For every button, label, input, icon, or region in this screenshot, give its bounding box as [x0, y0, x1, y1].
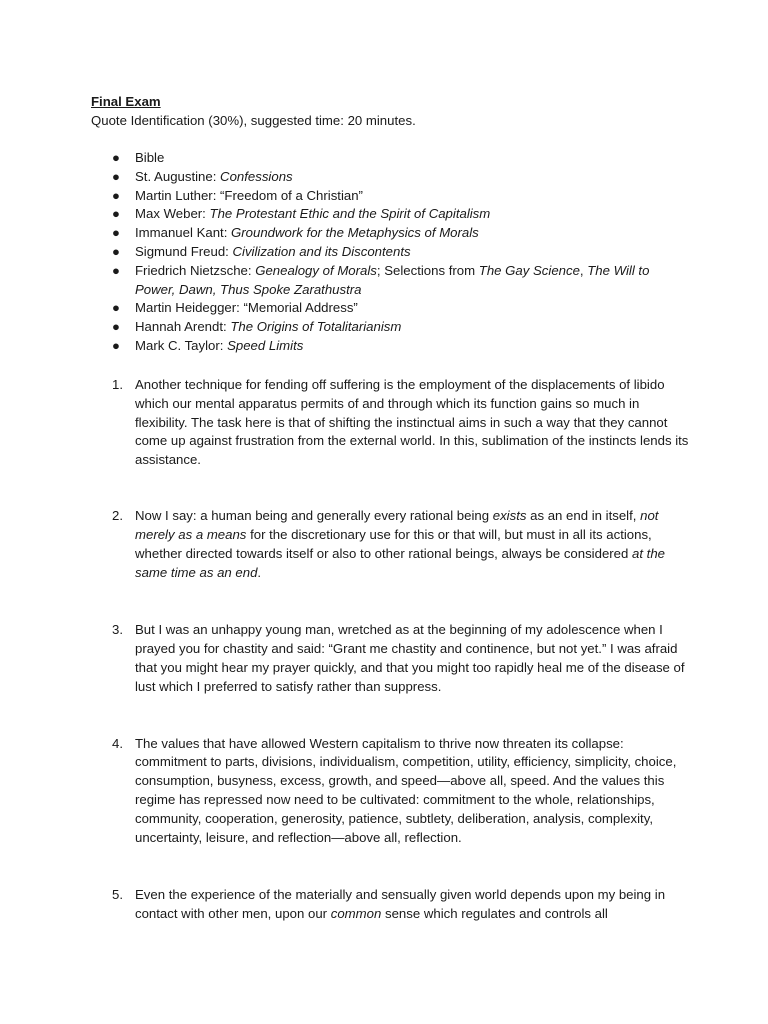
quote-text: But I was an unhappy young man, wretched as at the beginning of my adolescence when I prayed you for chastity and said: “Grant me chastity and continence, but not yet.” I was afraid that you might hear my prayer quickly, and that you might too rapidly heal me of the disease of lust which I preferred to satisfy rather than suppress.	[135, 621, 685, 694]
quote-number: 3.	[112, 621, 123, 637]
bullet-icon: ●	[112, 225, 120, 241]
bullet-icon: ●	[112, 168, 120, 184]
bullet-icon: ●	[112, 319, 120, 335]
quote-text: The values that have allowed Western capitalism to thrive now threaten its collapse: commitment to parts, divisions, individualism, competition, utility, efficiency, simplicity, choice, consumption, busyness, excess, growth, and speed—above all, speed. And the values this regime has repressed now need to be cultivated: commitment to the whole, relationships, community, cooperation, generosity, patience, subtlety, deliberation, analysis, complexity, uncertainty, leisure, and reflection—above all, reflection.	[135, 735, 677, 846]
bullet-icon: ●	[112, 187, 120, 203]
bullet-icon: ●	[112, 206, 120, 222]
bullet-icon: ●	[112, 337, 120, 353]
bullet-icon: ●	[112, 243, 120, 259]
quote-item: 5. Even the experience of the materially and sensually given world depends upon my being in contact with other men, upon our common sense which regulates and controls all	[112, 886, 666, 921]
source-list	[91, 149, 691, 356]
source-item: ● Sigmund Freud: Civilization and its Discontents	[91, 243, 691, 262]
quote-number: 2.	[112, 508, 123, 524]
quote-item	[91, 376, 691, 471]
quote-item	[91, 735, 691, 848]
quote-item: 2. Now I say: a human being and generally every rational being exists as an end in itself, not merely as a means for the discretionary use for this or that will, but must in all its actions, whether directed towards itself or also to other rational beings, always be considered at the same time as an end.	[112, 508, 665, 581]
quote-number: 5.	[112, 886, 123, 902]
bullet-icon: ●	[112, 300, 120, 316]
source-item: ● St. Augustine: Confessions	[91, 168, 691, 187]
source-item: ● Immanuel Kant: Groundwork for the Metaphysics of Morals	[91, 224, 691, 243]
source-item: ● Max Weber: The Protestant Ethic and the Spirit of Capitalism	[91, 205, 691, 224]
quote-number: 4.	[112, 735, 123, 751]
source-item: ● Martin Heidegger: “Memorial Address”	[91, 299, 691, 318]
quote-text: Another technique for fending off suffering is the employment of the displacements of libido which our mental apparatus permits of and through which its function gains so much in flexibility. The task here is that of shifting the instinctual aims in such a way that they cannot come up against frustration from the external world. In this, sublimation of the instincts lends its assistance.	[135, 376, 689, 468]
source-item: ● Bible	[91, 149, 691, 168]
source-item: ● Friedrich Nietzsche: Genealogy of Morals; Selections from The Gay Science, The Will to Power, Dawn, Thus Spoke Zarathustra	[112, 262, 650, 297]
quote-item	[91, 621, 691, 697]
bullet-icon: ●	[112, 262, 120, 278]
exam-document	[91, 92, 691, 924]
page-title: Final Exam	[91, 94, 161, 109]
quote-list	[91, 376, 691, 924]
bullet-icon: ●	[112, 150, 120, 165]
page-subtitle: Quote Identification (30%), suggested time: 20 minutes.	[91, 113, 416, 128]
source-item: ● Mark C. Taylor: Speed Limits	[91, 337, 691, 356]
source-item: ● Martin Luther: “Freedom of a Christian”	[91, 187, 691, 206]
quote-number: 1.	[112, 376, 123, 392]
source-item: ● Hannah Arendt: The Origins of Totalitarianism	[91, 318, 691, 337]
